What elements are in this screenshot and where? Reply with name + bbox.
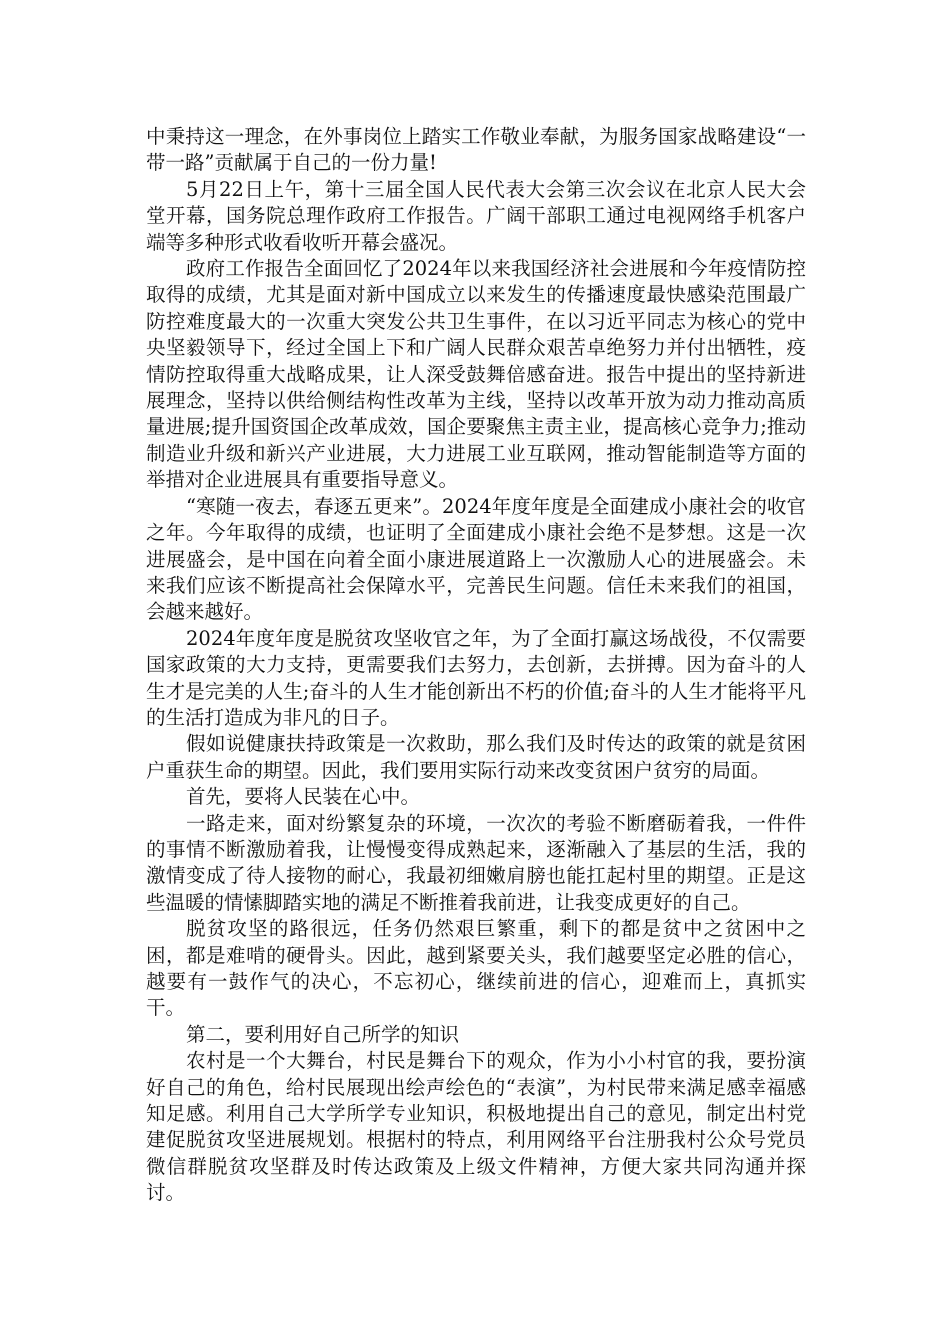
paragraph: 农村是一个大舞台，村民是舞台下的观众，作为小小村官的我，要扮演好自己的角色，给村民展现出绘声绘色的“表演”，为村民带来满足感幸福感知足感。利用自己大学所学专业知识，积极地提出自己的意见，制定出村党建促脱贫攻坚进展规划。根据村的特点，利用网络平台注册我村公众号党员微信群脱贫攻坚群及时传达政策及上级文件精神，方便大家共同沟通并探讨。 xyxy=(146,1049,806,1205)
paragraph: 一路走来，面对纷繁复杂的环境，一次次的考验不断磨砺着我，一件件的事情不断激励着我，让慢慢变得成熟起来，逐渐融入了基层的生活，我的激情变成了待人接物的耐心，我最初细嫩肩膀也能扛起村里的期望。正是这些温暖的情愫脚踏实地的满足不断推着我前进，让我变成更好的自己。 xyxy=(146,811,806,914)
paragraph: 假如说健康扶持政策是一次救助，那么我们及时传达的政策的就是贫困户重获生命的期望。因此，我们要用实际行动来改变贫困户贫穷的局面。 xyxy=(146,732,806,782)
paragraph: 2024年度年度是脱贫攻坚收官之年，为了全面打赢这场战役，不仅需要国家政策的大力支持，更需要我们去努力，去创新，去拼搏。因为奋斗的人生才是完美的人生;奋斗的人生才能创新出不朽的价值;奋斗的人生才能将平凡的生活打造成为非凡的日子。 xyxy=(146,626,806,729)
paragraph-heading: 第二，要利用好自己所学的知识 xyxy=(186,1022,460,1046)
paragraph-heading: 首先，要将人民装在心中。 xyxy=(186,785,421,809)
paragraph: 政府工作报告全面回忆了2024年以来我国经济社会进展和今年疫情防控取得的成绩，尤其是面对新中国成立以来发生的传播速度最快感染范围最广防控难度最大的一次重大突发公共卫生事件，在以习近平同志为核心的党中央坚毅领导下，经过全国上下和广阔人民群众艰苦卓绝努力并付出牺牲，疫情防控取得重大战略成果，让人深受鼓舞倍感奋进。报告中提出的坚持新进展理念，坚持以供给侧结构性改革为主线，坚持以改革开放为动力推动高质量进展;提升国资国企改革成效，国企要聚焦主责主业，提高核心竞争力;推动制造业升级和新兴产业进展，大力进展工业互联网，推动智能制造等方面的举措对企业进展具有重要指导意义。 xyxy=(146,257,806,492)
paragraph: 脱贫攻坚的路很远，任务仍然艰巨繁重，剩下的都是贫中之贫困中之困，都是难啃的硬骨头。因此，越到紧要关头，我们越要坚定必胜的信心，越要有一鼓作气的决心，不忘初心，继续前进的信心，迎难而上，真抓实干。 xyxy=(146,917,806,1020)
paragraph: 中秉持这一理念，在外事岗位上踏实工作敬业奉献，为服务国家战略建设“一带一路”贡献属于自己的一份力量! xyxy=(146,125,806,175)
paragraph: 5月22日上午，第十三届全国人民代表大会第三次会议在北京人民大会堂开幕，国务院总理作政府工作报告。广阔干部职工通过电视网络手机客户端等多种形式收看收听开幕会盛况。 xyxy=(146,177,806,254)
document-body xyxy=(146,124,806,1207)
paragraph: “寒随一夜去，春逐五更来”。2024年度年度是全面建成小康社会的收官之年。今年取得的成绩，也证明了全面建成小康社会绝不是梦想。这是一次进展盛会，是中国在向着全面小康进展道路上一次激励人心的进展盛会。未来我们应该不断提高社会保障水平，完善民生问题。信任未来我们的祖国，会越来越好。 xyxy=(146,494,806,624)
